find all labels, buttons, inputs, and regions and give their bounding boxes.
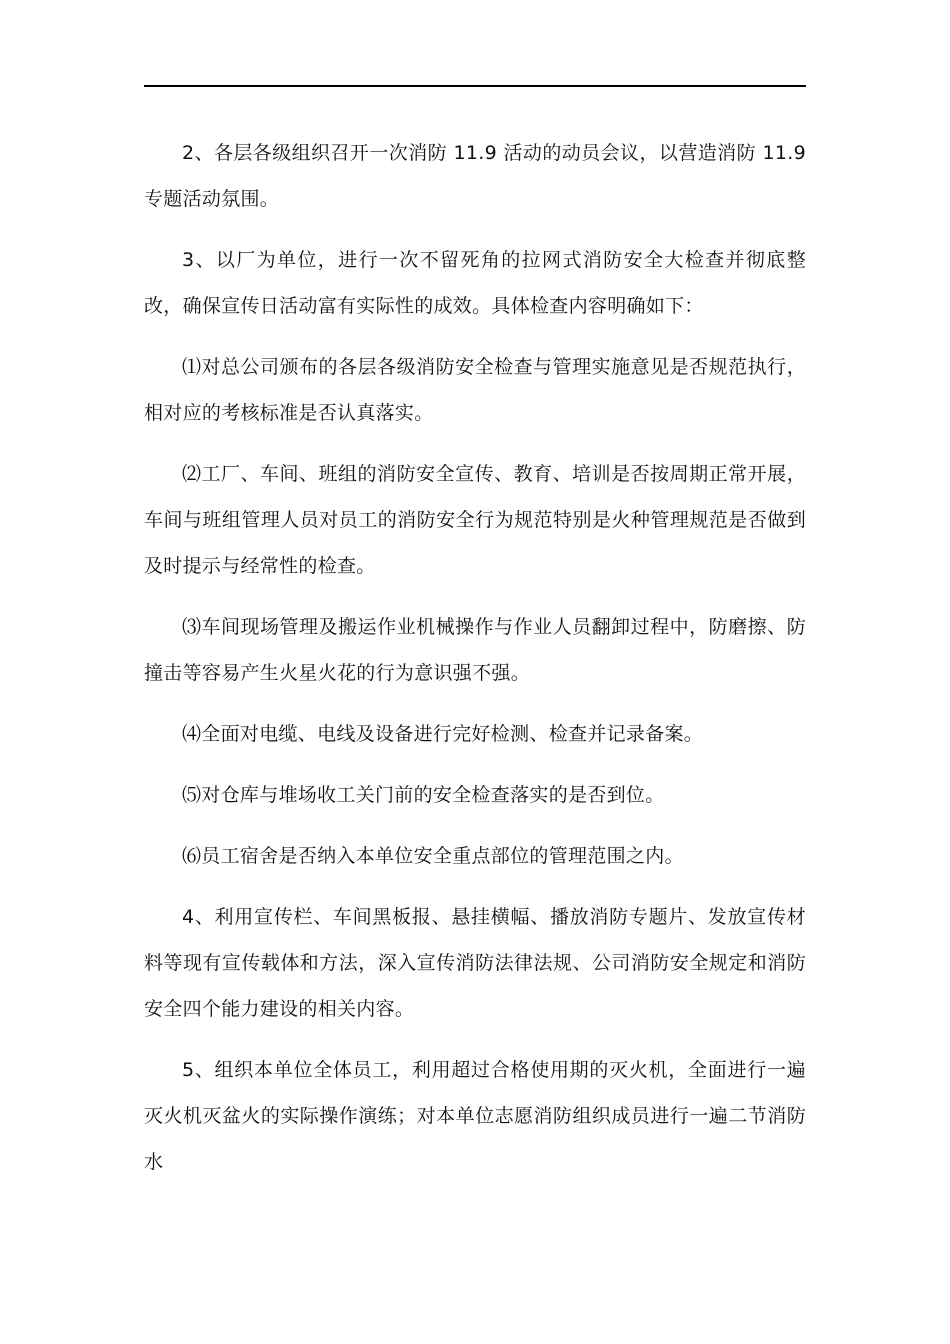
paragraph-item-2: 2、各层各级组织召开一次消防 11.9 活动的动员会议，以营造消防 11.9 专题活动氛围。	[144, 142, 806, 210]
header-rule	[144, 85, 806, 87]
paragraph-item-3: 3、以厂为单位，进行一次不留死角的拉网式消防安全大检查并彻底整改，确保宣传日活动富有实际性的成效。具体检查内容明确如下：	[144, 249, 806, 317]
paragraph-subitem-2: ⑵工厂、车间、班组的消防安全宣传、教育、培训是否按周期正常开展，车间与班组管理人员对员工的消防安全行为规范特别是火种管理规范是否做到及时提示与经常性的检查。	[144, 463, 806, 577]
paragraph-item-4: 4、利用宣传栏、车间黑板报、悬挂横幅、播放消防专题片、发放宣传材料等现有宣传载体和方法，深入宣传消防法律法规、公司消防安全规定和消防安全四个能力建设的相关内容。	[144, 906, 806, 1020]
paragraph-subitem-1: ⑴对总公司颁布的各层各级消防安全检查与管理实施意见是否规范执行，相对应的考核标准是否认真落实。	[144, 356, 806, 424]
paragraph-subitem-4: ⑷全面对电缆、电线及设备进行完好检测、检查并记录备案。	[182, 723, 704, 745]
document-body	[144, 130, 806, 1185]
paragraph-subitem-3: ⑶车间现场管理及搬运作业机械操作与作业人员翻卸过程中，防磨擦、防撞击等容易产生火星火花的行为意识强不强。	[144, 616, 806, 684]
paragraph-subitem-6: ⑹员工宿舍是否纳入本单位安全重点部位的管理范围之内。	[182, 845, 684, 867]
paragraph-subitem-5: ⑸对仓库与堆场收工关门前的安全检查落实的是否到位。	[182, 784, 665, 806]
paragraph-item-5: 5、组织本单位全体员工，利用超过合格使用期的灭火机，全面进行一遍灭火机灭盆火的实际操作演练；对本单位志愿消防组织成员进行一遍二节消防水	[144, 1059, 806, 1173]
